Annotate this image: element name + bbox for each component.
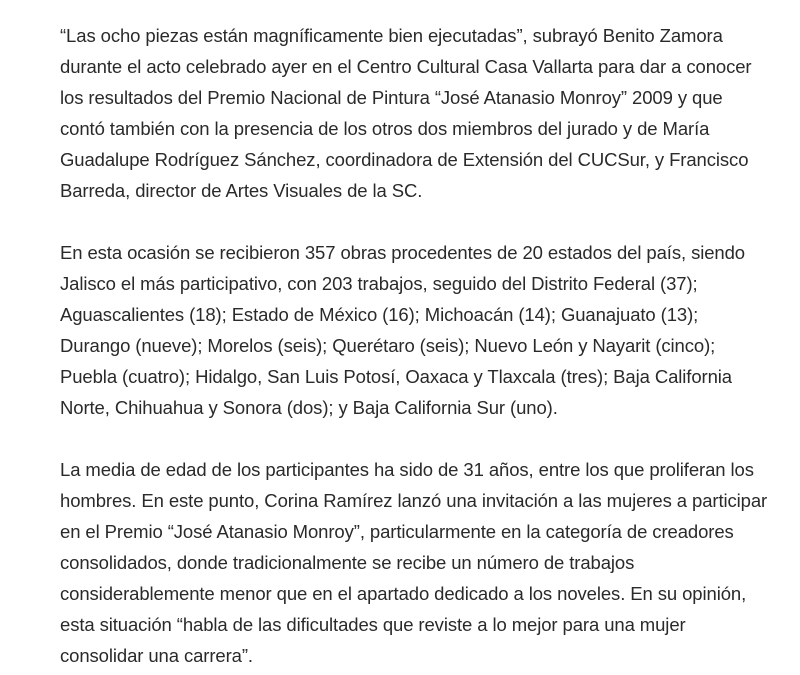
paragraph-jury-statement: “Las ocho piezas están magníficamente bien ejecutadas”, subrayó Benito Zamora durante el acto celebrado ayer en el Centro Cultural Casa Vallarta para dar a conocer los resultados del Premio Nacional de Pintura “José Atanasio Monroy” 2009 y que contó también con la presencia de los otros dos miembros del jurado y de María Guadalupe Rodríguez Sánchez, coordinadora de Extensión del CUCSur, y Francisco Barreda, director de Artes Visuales de la SC. <box>60 25 752 201</box>
paragraph-submissions-by-state: En esta ocasión se recibieron 357 obras procedentes de 20 estados del país, siendo Jalisco el más participativo, con 203 trabajos, seguido del Distrito Federal (37); Aguascalientes (18); Estado de México (16); Michoacán (14); Guanajuato (13); Durango (nueve); Morelos (seis); Querétaro (seis); Nuevo León y Nayarit (cinco); Puebla (cuatro); Hidalgo, San Luis Potosí, Oaxaca y Tlaxcala (tres); Baja California Norte, Chihuahua y Sonora (dos); y Baja California Sur (uno). <box>60 242 745 418</box>
paragraph-participant-age: La media de edad de los participantes ha sido de 31 años, entre los que proliferan los hombres. En este punto, Corina Ramírez lanzó una invitación a las mujeres a participar en el Premio “José Atanasio Monroy”, particularmente en la categoría de creadores consolidados, donde tradicionalmente se recibe un número de trabajos considerablemente menor que en el apartado dedicado a los noveles. En su opinión, esta situación “habla de las dificultades que reviste a lo mejor para una mujer consolidar una carrera”. <box>60 459 768 666</box>
